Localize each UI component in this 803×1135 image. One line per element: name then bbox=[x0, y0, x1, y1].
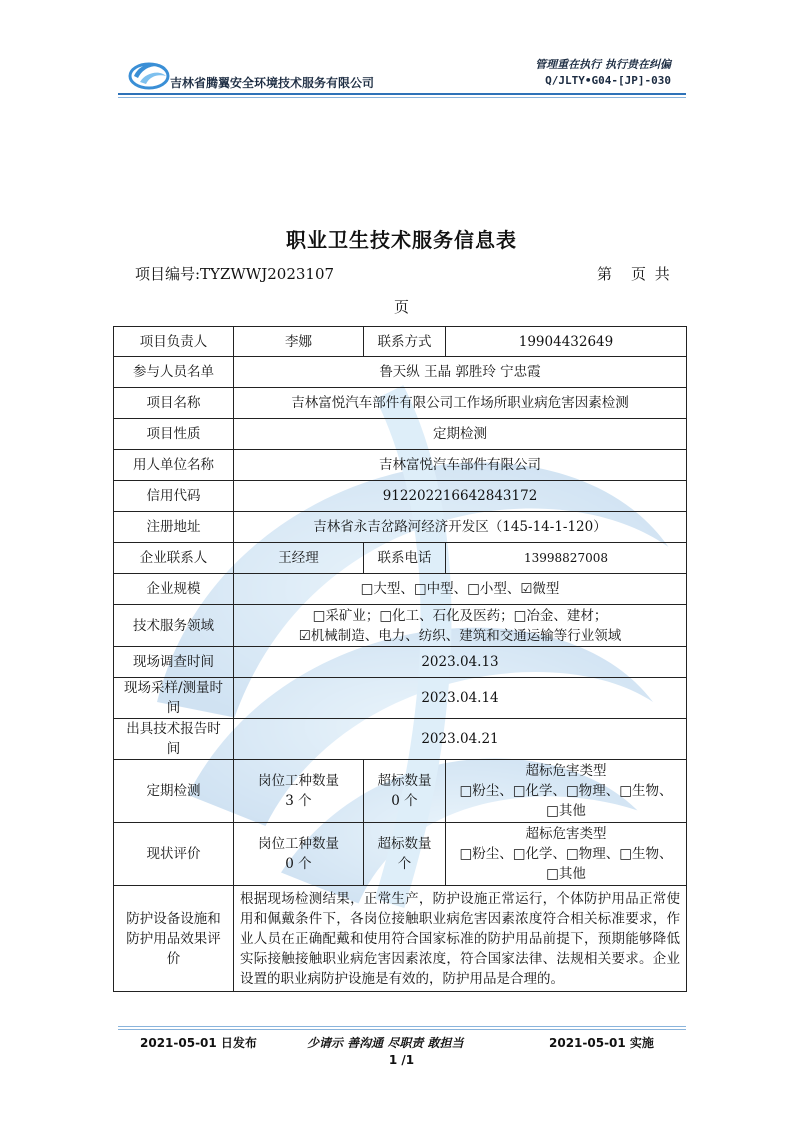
periodic-exceed-value: 0 个 bbox=[391, 793, 418, 809]
page-info: 第 页 共 bbox=[597, 265, 672, 283]
sampling-time-value: 2023.04.14 bbox=[234, 678, 687, 719]
footer-effective-date: 2021-05-01 实施 bbox=[549, 1036, 654, 1050]
enterprise-contact-label: 企业联系人 bbox=[114, 543, 234, 574]
domain-line-2: ☑机械制造、电力、纺织、建筑和交通运输等行业领域 bbox=[298, 627, 622, 644]
status-label: 现状评价 bbox=[114, 823, 234, 886]
footer-divider-thin bbox=[118, 1029, 686, 1030]
table-row bbox=[114, 419, 687, 450]
table-row bbox=[114, 574, 687, 605]
status-hazard-line-1: □粉尘、□化学、□物理、□生物、 bbox=[459, 846, 673, 862]
table-row bbox=[114, 357, 687, 388]
credit-value: 912202216642843172 bbox=[234, 481, 687, 512]
phone-label: 联系电话 bbox=[364, 543, 446, 574]
survey-time-label: 现场调查时间 bbox=[114, 647, 234, 678]
project-name-value: 吉林富悦汽车部件有限公司工作场所职业病危害因素检测 bbox=[234, 388, 687, 419]
status-hazard bbox=[446, 823, 687, 886]
periodic-exceed-label: 超标数量 bbox=[377, 773, 432, 789]
page-info-wrap: 页 bbox=[394, 298, 410, 316]
page-title: 职业卫生技术服务信息表 bbox=[286, 228, 517, 252]
header-company-name: 吉林省腾翼安全环境技术服务有限公司 bbox=[170, 76, 375, 90]
status-posts-label: 岗位工种数量 bbox=[258, 836, 339, 852]
table-row bbox=[114, 678, 687, 719]
periodic-hazard bbox=[446, 760, 687, 823]
footer-slogan: 少请示 善沟通 尽职责 敢担当 bbox=[307, 1036, 464, 1050]
enterprise-contact-value: 王经理 bbox=[234, 543, 364, 574]
status-posts-value: 0 个 bbox=[285, 856, 312, 872]
table-row bbox=[114, 481, 687, 512]
header-slogan: 管理重在执行 执行贵在纠偏 bbox=[535, 58, 671, 71]
footer-divider bbox=[118, 1026, 686, 1027]
report-time-label-line-1: 出具技术报告时 bbox=[126, 721, 221, 737]
protection-label-line-3: 价 bbox=[166, 950, 181, 967]
table-row bbox=[114, 543, 687, 574]
members-value: 鲁天纵 王晶 郭胜玲 宁忠霞 bbox=[234, 357, 687, 388]
table-row bbox=[114, 450, 687, 481]
periodic-hazard-line-2: □其他 bbox=[546, 803, 586, 819]
company-logo-icon bbox=[128, 56, 170, 90]
leader-label: 项目负责人 bbox=[114, 327, 234, 357]
sampling-time-label-line-1: 现场采样/测量时 bbox=[123, 680, 224, 696]
sampling-time-label-line-2: 间 bbox=[166, 700, 181, 716]
protection-label-line-1: 防护设备设施和 bbox=[126, 910, 221, 927]
employer-label: 用人单位名称 bbox=[114, 450, 234, 481]
periodic-posts-value: 3 个 bbox=[285, 793, 312, 809]
nature-value: 定期检测 bbox=[234, 419, 687, 450]
address-value: 吉林省永吉岔路河经济开发区（145-14-1-120） bbox=[234, 512, 687, 543]
members-label: 参与人员名单 bbox=[114, 357, 234, 388]
info-table bbox=[113, 326, 687, 992]
table-row bbox=[114, 512, 687, 543]
status-hazard-label: 超标危害类型 bbox=[525, 826, 607, 842]
report-time-value: 2023.04.21 bbox=[234, 719, 687, 760]
domain-label: 技术服务领域 bbox=[114, 605, 234, 647]
sampling-time-label bbox=[114, 678, 234, 719]
header-divider bbox=[118, 93, 686, 95]
credit-label: 信用代码 bbox=[114, 481, 234, 512]
scale-label: 企业规模 bbox=[114, 574, 234, 605]
report-time-label-line-2: 间 bbox=[166, 741, 181, 757]
scale-value: □大型、□中型、□小型、☑微型 bbox=[234, 574, 687, 605]
status-exceed-label: 超标数量 bbox=[377, 836, 432, 852]
periodic-label: 定期检测 bbox=[114, 760, 234, 823]
report-time-label bbox=[114, 719, 234, 760]
table-row bbox=[114, 719, 687, 760]
nature-label: 项目性质 bbox=[114, 419, 234, 450]
table-row bbox=[114, 647, 687, 678]
periodic-posts-label: 岗位工种数量 bbox=[258, 773, 339, 789]
footer-publish-date: 2021-05-01 日发布 bbox=[140, 1036, 257, 1050]
project-number: 项目编号:TYZWWJ2023107 bbox=[135, 265, 335, 283]
address-label: 注册地址 bbox=[114, 512, 234, 543]
table-row bbox=[114, 823, 687, 886]
periodic-posts bbox=[234, 760, 364, 823]
protection-label bbox=[114, 886, 234, 992]
leader-value: 李娜 bbox=[234, 327, 364, 357]
periodic-hazard-label: 超标危害类型 bbox=[525, 763, 607, 779]
status-exceed-value: 个 bbox=[397, 856, 412, 872]
table-row bbox=[114, 886, 687, 992]
status-posts bbox=[234, 823, 364, 886]
protection-label-line-2: 防护用品效果评 bbox=[126, 930, 221, 947]
project-name-label: 项目名称 bbox=[114, 388, 234, 419]
survey-time-value: 2023.04.13 bbox=[234, 647, 687, 678]
protection-text: 根据现场检测结果，正常生产，防护设施正常运行，个体防护用品正常使用和佩戴条件下，各岗位接触职业病危害因素浓度符合相关标准要求，作业人员在正确配戴和使用符合国家标准的防护用品前提下，预期能够降低实际接触接触职业病危害因素浓度，符合国家法律、法规相关要求。企业设置的职业病防护设施是有效的，防护用品是合理的。 bbox=[234, 886, 687, 992]
header-doc-code: Q/JLTY•G04-[JP]-030 bbox=[545, 74, 671, 87]
header-divider-thin bbox=[118, 97, 686, 98]
contact-value: 19904432649 bbox=[446, 327, 687, 357]
table-row bbox=[114, 760, 687, 823]
domain-line-1: □采矿业；□化工、石化及医药；□冶金、建材； bbox=[312, 607, 608, 624]
status-hazard-line-2: □其他 bbox=[546, 866, 586, 882]
phone-value: 13998827008 bbox=[446, 543, 687, 574]
domain-value bbox=[234, 605, 687, 647]
table-row bbox=[114, 605, 687, 647]
footer-page-number: 1 /1 bbox=[388, 1053, 415, 1067]
status-exceed bbox=[364, 823, 446, 886]
table-row bbox=[114, 327, 687, 357]
employer-value: 吉林富悦汽车部件有限公司 bbox=[234, 450, 687, 481]
periodic-exceed bbox=[364, 760, 446, 823]
table-row bbox=[114, 388, 687, 419]
contact-label: 联系方式 bbox=[364, 327, 446, 357]
periodic-hazard-line-1: □粉尘、□化学、□物理、□生物、 bbox=[459, 783, 673, 799]
